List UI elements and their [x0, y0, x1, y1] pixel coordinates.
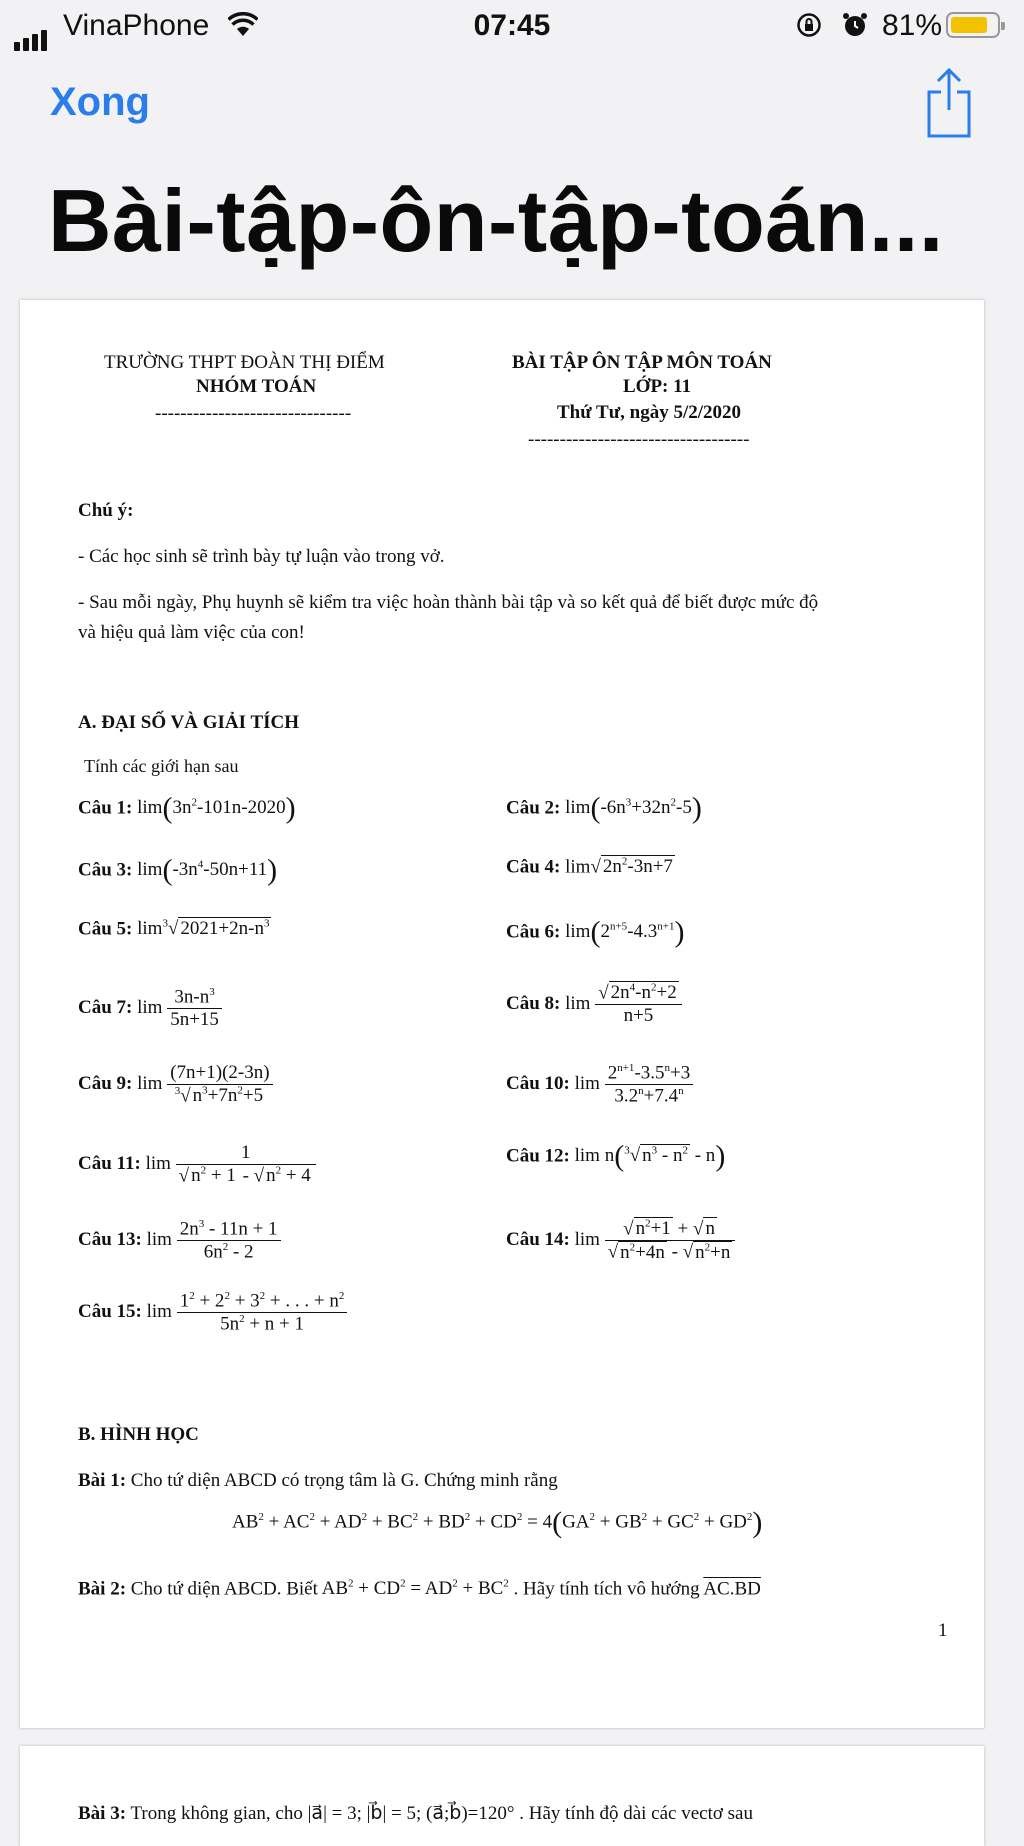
school-name: TRƯỜNG THPT ĐOÀN THỊ ĐIỂM	[104, 352, 385, 373]
question-label: Câu 13:	[78, 1229, 142, 1251]
done-button[interactable]: Xong	[50, 80, 150, 124]
section-a-title: A. ĐẠI SỐ VÀ GIẢI TÍCH	[78, 712, 300, 733]
question-label: Câu 12:	[506, 1145, 570, 1167]
question-label: Câu 9:	[78, 1073, 133, 1095]
question-14: Câu 14: lim $\frac{√ n^2+1 + √ n}{√ n^2+4n - √ n^2+n}$	[506, 1218, 735, 1264]
note-line: - Các học sinh sẽ trình bày tự luận vào trong vở.	[78, 546, 445, 567]
question-7: Câu 7: lim $\frac{3n-n^3}{5n+15}$	[78, 986, 222, 1031]
question-label: Câu 7:	[78, 997, 133, 1019]
question-label: Câu 8:	[506, 993, 561, 1015]
question-label: Câu 11:	[78, 1153, 141, 1175]
alarm-icon	[842, 12, 868, 46]
divider-right: -----------------------------------	[528, 429, 750, 450]
question-5: Câu 5: $\lim^3√$ $2021+2n-n^3$	[78, 918, 270, 940]
exercise-label: Bài 2:	[78, 1578, 127, 1600]
question-11: Câu 11: lim $\frac{1}{√ n^2 + 1 - √ n^2 + 4}$	[78, 1142, 316, 1187]
question-6: Câu 6: $\lim(2^{n+5}-4.3^{n+1})$	[506, 916, 685, 949]
question-4: Câu 4: lim√ $2n^2-3n+7$	[506, 856, 673, 878]
question-label: Câu 14:	[506, 1229, 570, 1251]
exercise-text: Cho tứ diện ABCD có trọng tâm là G. Chứng minh rằng	[130, 1470, 558, 1491]
question-label: Câu 4:	[506, 856, 561, 878]
section-b-title: B. HÌNH HỌC	[78, 1424, 199, 1445]
document-page-2	[20, 1746, 984, 1846]
question-3: Câu 3: $\lim(-3n^4-50n+11)$	[78, 854, 278, 887]
exercise-text: Trong không gian, cho	[130, 1803, 303, 1824]
status-bar	[0, 0, 1024, 50]
page-number: 1	[938, 1620, 948, 1641]
question-1: Câu 1: $\lim(3n^2-101n-2020)$	[78, 792, 296, 825]
battery-icon	[946, 12, 1000, 38]
question-label: Câu 10:	[506, 1073, 570, 1095]
grade: LỚP: 11	[623, 376, 692, 397]
note-line: - Sau mỗi ngày, Phụ huynh sẽ kiểm tra việc hoàn thành bài tập và so kết quả để biết được mức độ	[78, 592, 819, 613]
share-icon[interactable]	[924, 66, 974, 143]
question-13: Câu 13: lim $\frac{2n^3 - 11n + 1}{6n^2 - 2}$	[78, 1218, 281, 1264]
document-title: Bài-tập-ôn-tập-toán...	[48, 171, 944, 270]
document-page	[20, 300, 984, 1728]
vector-product: AC.BD	[703, 1578, 761, 1600]
battery-percent: 81%	[882, 9, 943, 42]
exercise-text: . Hãy tính tích vô hướng	[513, 1578, 700, 1600]
divider-left: -------------------------------	[155, 403, 352, 424]
question-10: Câu 10: lim $\frac{2^{n+1}-3.5^n+3}{3.2^n+7.4^n}$	[506, 1062, 693, 1108]
exercise-2: Bài 2: Cho tứ diện ABCD. Biết $AB^2 + CD^2 = AD^2 + BC^2$ . Hãy tính tích vô hướng AC.BD	[78, 1578, 761, 1600]
question-label: Câu 1:	[78, 797, 133, 819]
question-15: Câu 15: lim $\frac{1^2 + 2^2 + 3^2 + . . . + n^2}{5n^2 + n + 1}$	[78, 1290, 347, 1336]
notes-heading: Chú ý:	[78, 500, 134, 521]
question-2: Câu 2: $\lim(-6n^3+32n^2-5)$	[506, 792, 702, 825]
exercise-3: Bài 3: Trong không gian, cho |a⃗| = 3; |b⃗| = 5; (a⃗;b⃗)=120° . Hãy tính độ dài các vectơ sau	[78, 1803, 753, 1824]
rotation-lock-icon	[796, 12, 822, 46]
section-a-intro: Tính các giới hạn sau	[84, 756, 239, 776]
question-label: Câu 15:	[78, 1301, 142, 1323]
question-label: Câu 2:	[506, 797, 561, 819]
exercise-text: . Hãy tính độ dài các vectơ sau	[519, 1803, 753, 1824]
carrier-name: VinaPhone	[63, 9, 210, 42]
exercise-label: Bài 3:	[78, 1803, 127, 1824]
question-8: Câu 8: lim $\frac{√ 2n^4-n^2+2}{n+5}$	[506, 982, 682, 1027]
question-12: Câu 12: lim n($^3$√ $n^3 - n^2 - n$)	[506, 1140, 726, 1173]
date: Thứ Tư, ngày 5/2/2020	[557, 402, 741, 423]
question-label: Câu 5:	[78, 918, 133, 940]
note-line: và hiệu quả làm việc của con!	[78, 622, 305, 643]
question-label: Câu 6:	[506, 921, 561, 943]
question-9: Câu 9: lim $\frac{(7n+1)(2-3n)}{^3√ n^3+7n^2+5}$	[78, 1062, 273, 1107]
doc-heading: BÀI TẬP ÔN TẬP MÔN TOÁN	[512, 352, 772, 373]
exercise-text: Cho tứ diện ABCD. Biết	[130, 1578, 318, 1600]
exercise-label: Bài 1:	[78, 1470, 127, 1491]
exercise-1-formula: $AB^2 + AC^2 + AD^2 + BC^2 + BD^2 + CD^2 = 4(GA^2 + GB^2 + GC^2 + GD^2)$	[232, 1506, 763, 1539]
exercise-1	[78, 1470, 558, 1492]
group-name: NHÓM TOÁN	[196, 376, 317, 397]
question-label: Câu 3:	[78, 859, 133, 881]
clock: 07:45	[473, 9, 551, 42]
